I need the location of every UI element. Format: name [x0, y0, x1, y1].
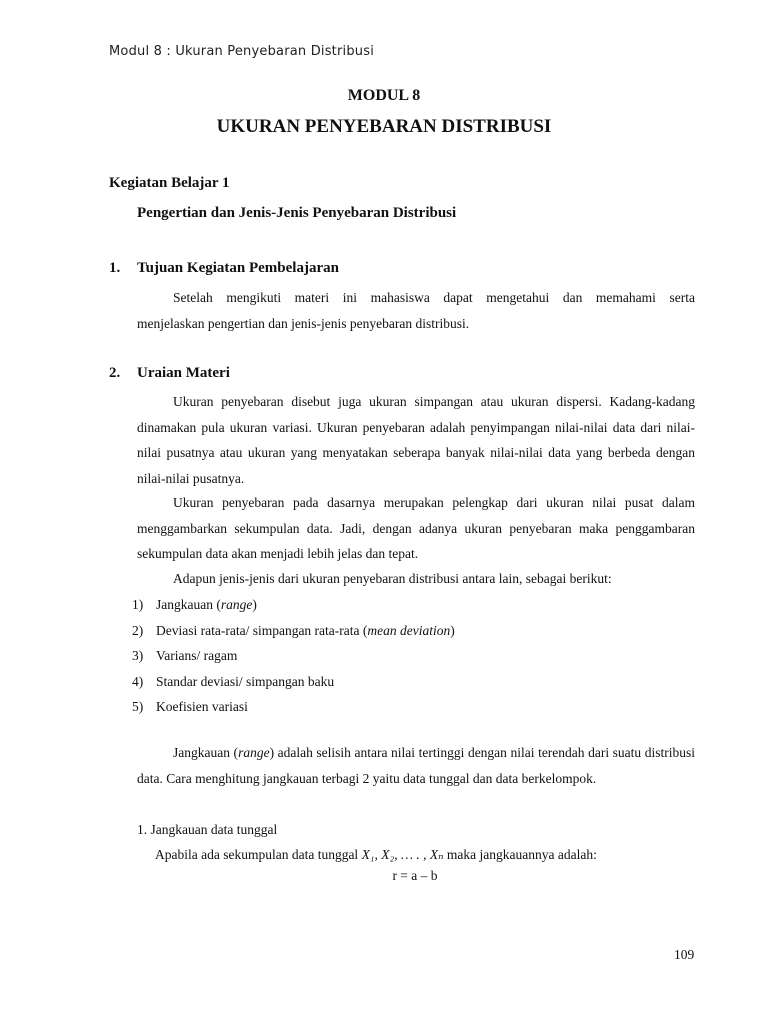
paragraph-1	[137, 389, 695, 491]
section-1-heading	[109, 260, 339, 277]
range-formula: r = a – b	[392, 868, 438, 883]
module-label: MODUL 8	[347, 87, 421, 104]
section-number: 1.	[109, 260, 121, 276]
section-2-heading	[109, 365, 230, 382]
paragraph-text: Ukuran penyebaran pada dasarnya merupakan pelengkap dari ukuran nilai pusat dalam menggambarkan sekumpulan data. Jadi, dengan adanya ukuran penyebaran maka penggambaran sekumpulan data akan menjadi lebih jelas dan tepat.	[137, 495, 695, 561]
list-item: 4) Standar deviasi/ simpangan baku	[132, 673, 335, 689]
paragraph-3	[137, 566, 695, 592]
math-expression: X₁, X₂, … . , Xₙ	[361, 847, 444, 862]
page-number: 109	[674, 947, 695, 962]
data-tunggal-sentence: Apabila ada sekumpulan data tunggal X₁, X₂, … . , Xₙ maka jangkauannya adalah:	[155, 847, 597, 862]
list-item: 2) Deviasi rata-rata/ simpangan rata-rata (mean deviation)	[132, 622, 455, 638]
paragraph-text: Ukuran penyebaran disebut juga ukuran simpangan atau ukuran dispersi. Kadang-kadang dinamakan pula ukuran variasi. Ukuran penyebaran adalah penyimpangan nilai-nilai data dari nilai-nilai pusatnya atau ukuran yang menyatakan seberapa banyak nilai-nilai data yang berbeda dengan nilai-nilai pusatnya.	[137, 394, 695, 486]
list-item: 3) Varians/ ragam	[132, 648, 238, 663]
running-header: Modul 8 : Ukuran Penyebaran Distribusi	[109, 44, 375, 59]
module-title: UKURAN PENYEBARAN DISTRIBUSI	[216, 116, 552, 137]
kegiatan-subtitle: Pengertian dan Jenis-Jenis Penyebaran Distribusi	[137, 205, 457, 221]
paragraph-line: Setelah mengikuti materi ini mahasiswa dapat mengetahui dan memahami serta	[173, 290, 695, 305]
section-title: Tujuan Kegiatan Pembelajaran	[137, 260, 339, 276]
kegiatan-heading: Kegiatan Belajar 1	[109, 175, 230, 191]
paragraph-line: menjelaskan pengertian dan jenis-jenis penyebaran distribusi.	[137, 315, 470, 331]
subheading-jangkauan-tunggal: 1. Jangkauan data tunggal	[137, 822, 278, 837]
list-item: 1) Jangkauan (range)	[132, 597, 257, 612]
section-number: 2.	[109, 365, 121, 381]
types-list	[132, 592, 455, 720]
paragraph-2	[137, 490, 695, 567]
paragraph-4: Jangkauan (range) adalah selisih antara nilai tertinggi dengan nilai terendah dari suatu distribusi data. Cara menghitung jangkauan terbagi 2 yaitu data tunggal dan data berkelompok.	[137, 745, 695, 786]
section-title: Uraian Materi	[137, 365, 230, 381]
list-item: 5) Koefisien variasi	[132, 699, 248, 714]
paragraph-text: Adapun jenis-jenis dari ukuran penyebaran distribusi antara lain, sebagai berikut:	[173, 571, 612, 586]
section-1-paragraph	[137, 285, 695, 336]
